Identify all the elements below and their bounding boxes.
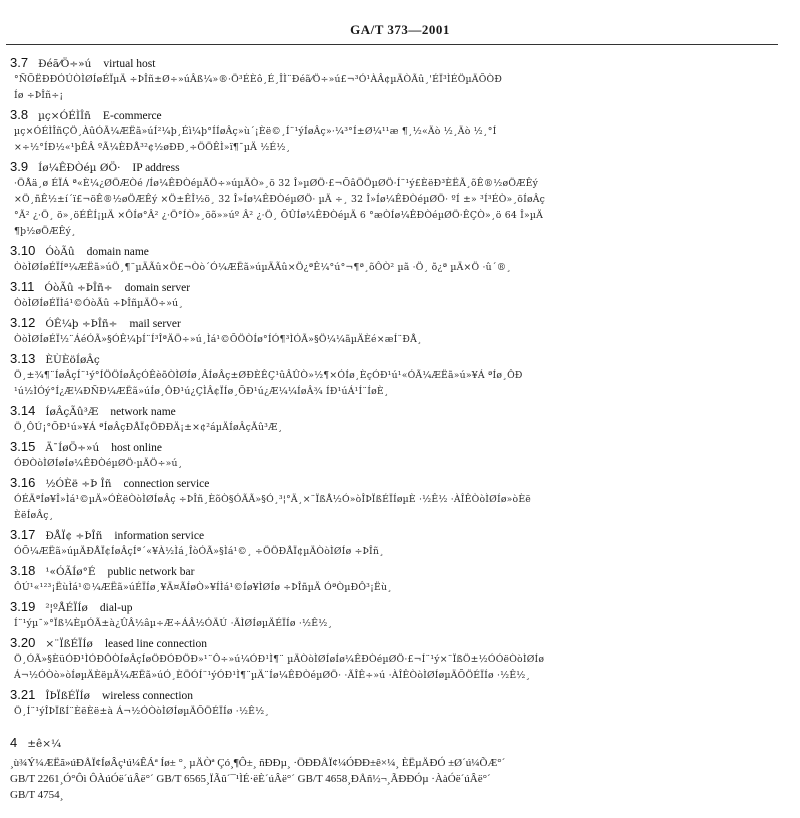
- section-4-text-line: GB/T 4754¸: [10, 789, 64, 801]
- term-heading: [10, 53, 780, 72]
- term-number: 3.8: [10, 107, 29, 122]
- term-section: [10, 437, 780, 472]
- term-section: [10, 561, 780, 596]
- term-name-english: E-commerce: [102, 110, 162, 122]
- term-definition-line: Ö¸ÔÚ¡°ÕÐ¹ú»¥Á ªÍøÂçÐÅÏ¢ÖÐÐÄ¡±×¢²áµÄÍøÂçÃû³Æ¸: [14, 422, 283, 433]
- term-section: [10, 277, 780, 312]
- page-header-standard-number: GA/T 373—2001: [350, 22, 450, 37]
- term-name-chinese: ÓÊ¼þ ÷ÞÎñ÷: [45, 318, 118, 330]
- term-section: [10, 241, 780, 276]
- term-number: 3.10: [10, 243, 36, 258]
- term-heading: [10, 277, 780, 296]
- term-name-chinese: ¹«ÓÃÍø°É: [45, 566, 96, 578]
- term-heading: [10, 685, 780, 704]
- term-number: 3.11: [10, 279, 35, 294]
- term-definition-line: ÓÕ¼ÆËã»úµÄÐÅÏ¢ÍøÂçÍª´«¥À½Ìá¸ÎòÓÃ»§Ìá¹©¸ ÷ÖÖÐÅÏ¢µÄÒòÌØÍø ÷ÞÎñ¸: [14, 546, 384, 557]
- term-section: [10, 313, 780, 348]
- term-definition-line: ÈëÍøÂç¸: [14, 510, 54, 521]
- term-name-chinese: Íø¼ÊÐÒéµ ØÖ·: [38, 162, 121, 174]
- term-definition-line: ¶þ½øÖÆÊý¸: [14, 226, 76, 237]
- term-section: [10, 597, 780, 632]
- header-rule: [6, 44, 778, 45]
- term-definition-line: ÔÚ¹«¹²³¡ËùÌá¹©¼ÆËã»úÉÏÍø¸¥Ä¤ÃÍøÒ»¥ÍÌá¹©Íø¥ÌØÍø ÷ÞÎñµÄ ÓªÒµÐÔ³¡Ëù¸: [14, 582, 393, 593]
- term-name-chinese: ÓòÃû: [45, 246, 75, 258]
- term-section: [10, 349, 780, 400]
- term-name-english: domain server: [124, 282, 191, 294]
- term-number: 3.9: [10, 159, 29, 174]
- term-heading: [10, 313, 780, 332]
- term-section: [10, 633, 780, 684]
- term-heading: [10, 349, 780, 368]
- section-4-text-line: GB/T 2261¸Ó°Ôì ÔÀúÓë´úÂë°´ GB/T 6565¸ÏÃû´¯¹ÌÉ·ëÈ´úÂë°´ GB/T 4658¸ÐÅñ½¬¸ÃÐÐÓµ ·ÀàÓë´úÂë°´: [10, 773, 491, 785]
- term-number: 3.18: [10, 563, 36, 578]
- term-number: 3.14: [10, 403, 36, 418]
- term-name-chinese: ÈÙÈöÍøÂç: [45, 354, 100, 366]
- term-definition-line: ×Ö¸ñÊ½±í´ï£¬öÊ®½øÖÆÊý ×Ö±ÊÎ½ö¸ 32 Î»Íø¼ÊÐÒéµØÖ· µÄ ÷¸ 32 Î»Íø¼ÊÐÒéµØÖ· ºÍ ±» ³Í³ÉÒ»¸öÍøÂç: [14, 194, 546, 205]
- term-definition-line: ×÷½°ÍÐ½«¹þÊÂ ºÃ¼ÈÐÅ³²¢½øÐÐ¸÷ÖÖÊÌ»ï¶¯µÄ ½É½¸: [14, 142, 291, 153]
- term-name-english: public network bar: [107, 566, 195, 578]
- term-heading: [10, 561, 780, 580]
- term-name-chinese: ×¨ÏßÉÏÍø: [45, 638, 93, 650]
- term-definition-line: Ö¸±¾¶¨ÍøÂçÍ¨¹ý°ÍÖÖÍøÂçÓÊèõÒÌØÍø¸ÂÍøÂç±ØÐÈÊÇ¹ûÂÛÒ»½¶×ÓÍø¸ÈçÓÐ¹ú¹«ÓÃ¼ÆËã»ú»¥Á ªÍø¸ÔÐ: [14, 370, 523, 381]
- term-name-chinese: µç×ÓÉÌÎñ: [38, 110, 91, 122]
- document-body: [10, 53, 780, 804]
- term-name-english: mail server: [129, 318, 181, 330]
- section-4: [10, 733, 780, 803]
- term-heading: [10, 633, 780, 652]
- term-definition-line: ÓÐÒòÌØÍøÍø¼ÊÐÒéµØÖ·µÄÖ÷»ú¸: [14, 458, 183, 469]
- term-number: 3.21: [10, 687, 36, 702]
- section-4-title: ±ê×¼: [27, 738, 62, 750]
- term-name-english: host online: [111, 442, 163, 454]
- term-definition-line: Á¬½ÓÒò»òÍøµÄÈëµÄ¼ÆËã»úÓ¸ÈÖÓÍ¨¹ýÓÐ¹Ì¶¨µÄ¨Íø¼ÊÐÒéµØÖ· ·ÃÎÊ÷»ú ·ÀÎÊÒòÌØÍøµÄÕÖÉÏÍø ·½Ê½¸: [14, 670, 531, 681]
- term-name-chinese: Ðéã⁄Ö÷»ú: [38, 58, 92, 70]
- term-definition-line: ÒòÌØÍøÉÏÌá¹©ÓòÃû ÷ÞÎñµÄÖ÷»ú¸: [14, 298, 184, 309]
- term-name-chinese: ÎÞÏßÉÏÍø: [45, 690, 90, 702]
- term-definition-line: Ö¸ÓÃ»§ÈüÓÐ¹ÌÓÐÔÒÍøÂçÍøÖÐÓÐÖÐ»¹¨Ô÷»ú¼ÓÐ¹Ì¶¨ µÄÒòÌØÍøÍø¼ÊÐÒéµØÖ·£¬Í¨¹ý×¨ÏßÖ±½ÓÓëÒòÌØÍø: [14, 654, 545, 665]
- term-name-english: IP address: [132, 162, 180, 174]
- term-definition-line: ¹ú½ÌÓý°Í¿Æ¼ÐÑÐ¼ÆËã»úÍø¸ÔÐ¹ú¿ÇÌÂ¢ÏÍø¸ÕÐ¹ú¿Æ¼¼ÍøÂ¾ ÍÐ¹úÁ¹Í¨ÍøÈ¸: [14, 386, 389, 397]
- term-name-chinese: ²¦ºÅÉÏÍø: [45, 602, 88, 614]
- term-heading: [10, 401, 780, 420]
- term-number: 3.15: [10, 439, 36, 454]
- term-section: [10, 685, 780, 720]
- term-number: 3.13: [10, 351, 36, 366]
- term-heading: [10, 525, 780, 544]
- term-definition-line: Ö¸Í¨¹ýÎÞÏßÍ¨ÈëÈë±à Á¬½ÓÒòÌØÍøµÄÕÖÉÏÍø ·½Ê½¸: [14, 706, 270, 717]
- term-number: 3.16: [10, 475, 36, 490]
- section-4-heading: [10, 733, 780, 755]
- term-section: [10, 105, 780, 156]
- term-definition-line: ÓÉÄªÍø¥Î»Ìá¹©µÄ»ÓÈëÒòÌØÍøÂç ÷ÞÎñ¸ÈõÒ§ÓÃÃ»§Ó¸³¦°Ä¸×¨ÏßÅ½Ó»òÎÞÏßÉÏÍøµÈ ·½Ê½ ·ÀÎÊÒòÌØÍø»òÈë: [14, 494, 532, 505]
- section-4-text-line: ¸ù¾Ý¼ÆËã»úÐÅÏ¢ÍøÂç¹ú¼ÊÁª Íø± °¸ µÄÒª Çó¸¶Ô±¸ ñÐÐµ¸ ·ÖÐÐÅÏ¢¼ÓÐÐ±ê×¼¸ ÈËµÄÐÓ ±Ø´ú¼ÕÆ°´: [10, 757, 506, 769]
- term-definition-line: °ÑÕËÐÐÓÚÒÌØÍøÉÏµÄ ÷ÞÎñ±Ø÷»úÂß¼»®·Ö³ÉÈô¸É¸ÎÌ¨Ðéã⁄Ö÷»ú£¬³Ó¹ÀÂ¢µÄÒÃû¸'ÉÏ³ÌÉÖµÄÕÒÐ: [14, 74, 503, 85]
- term-name-english: network name: [110, 406, 176, 418]
- term-definition-line: ·ÖÅä¸ø ÉÏÁ ª«È¼¿ØÖÆÒé /Íø¼ÊÐÒéµÄÖ÷»úµÄÒ»¸ö 32 Î»µØÖ·£¬ÕâÖÖµØÖ·Í¨¹ý£ÈëÐ³ÈËÃ¸õÊ®½øÖÆÊý: [14, 178, 539, 189]
- term-name-chinese: ½ÓÈë ÷Þ Îñ: [45, 478, 112, 490]
- term-name-english: wireless connection: [102, 690, 194, 702]
- term-heading: [10, 473, 780, 492]
- term-heading: [10, 597, 780, 616]
- term-section: [10, 157, 780, 240]
- term-heading: [10, 241, 780, 260]
- term-definition-line: Íø ÷ÞÎñ÷¡: [14, 90, 64, 101]
- term-number: 3.20: [10, 635, 36, 650]
- term-name-english: domain name: [86, 246, 149, 258]
- term-section: [10, 473, 780, 524]
- term-name-chinese: Ä¯ÍøÖ÷»ú: [45, 442, 100, 454]
- term-definition-line: Í¨¹ýµ¯»°Ïß¼ÈµÓÃ±à¿ÛÂ½âµ÷Æ÷ÁÂ½ÓÄÚ ·ÃÌØÍøµÄÉÏÍø ·½Ê½¸: [14, 618, 333, 629]
- term-section: [10, 525, 780, 560]
- term-definition-line: µç×ÓÉÌÎñÇÖ¸ÀûÓÃ¼ÆËã»úÍ²¼þ¸Éì¼þ°ÍÍøÂç»ù´¡Èë©¸Í¨¹ýÍøÂç»·¼³°Í±Ø¼¹¹æ ¶¸½«Äò ½¸Äò ½¸°Í: [14, 126, 497, 137]
- term-section: [10, 53, 780, 104]
- section-4-number: 4: [10, 735, 18, 750]
- term-definition-line: °Ã² ¿·Ö¸ ö»¸öÉÊÍ¡µÄ ×ÔÍø°Â² ¿·Ö°ÍÒ»¸öõ»»úº Â² ¿·Ö¸ ÕÛÍø¼ÊÐÒéµÄ 6 °æÒÍø¼ÊÐÒéµØÖ·ÊÇÒ»¸ö 64 Î»µÄ: [14, 210, 544, 221]
- term-name-chinese: ÍøÂçÃû³Æ: [45, 406, 99, 418]
- term-number: 3.12: [10, 315, 36, 330]
- term-heading: [10, 437, 780, 456]
- term-name-english: leased line connection: [104, 638, 207, 650]
- term-name-chinese: ÓòÃû ÷ÞÎñ÷: [44, 282, 113, 294]
- term-definition-line: ÒòÌØÍøÉÏ½¨ÁéÓÃ»§ÓÊ¼þÍ¨Í³ÎªÄÖ÷»ú¸Ìá¹©ÕÖÒÍø°ÍÓ¶³ÌÓÃ»§Ö¼¼ãµÄÈé×æÍ¨ÐÅ¸: [14, 334, 422, 345]
- term-name-english: virtual host: [103, 58, 156, 70]
- term-name-english: connection service: [123, 478, 210, 490]
- term-name-english: information service: [114, 530, 205, 542]
- term-number: 3.7: [10, 55, 29, 70]
- term-definition-line: ÒòÌØÍøÉÏÍª¼ÆËã»úÖ¸¶¨µÄÃû×Ö£¬Òò´Ó¼ÆËã»úµÄÃû×Ö¿ªÊ¼°ú°¬¶ª¸õÔÒ² µã ·Ö¸ õ¿ª µÄ×Ö ·û´®¸: [14, 262, 512, 273]
- term-number: 3.19: [10, 599, 36, 614]
- term-name-chinese: ÐÅÏ¢ ÷ÞÎñ: [45, 530, 103, 542]
- term-number: 3.17: [10, 527, 36, 542]
- term-name-english: dial-up: [99, 602, 133, 614]
- term-section: [10, 401, 780, 436]
- term-heading: [10, 105, 780, 124]
- term-heading: [10, 157, 780, 176]
